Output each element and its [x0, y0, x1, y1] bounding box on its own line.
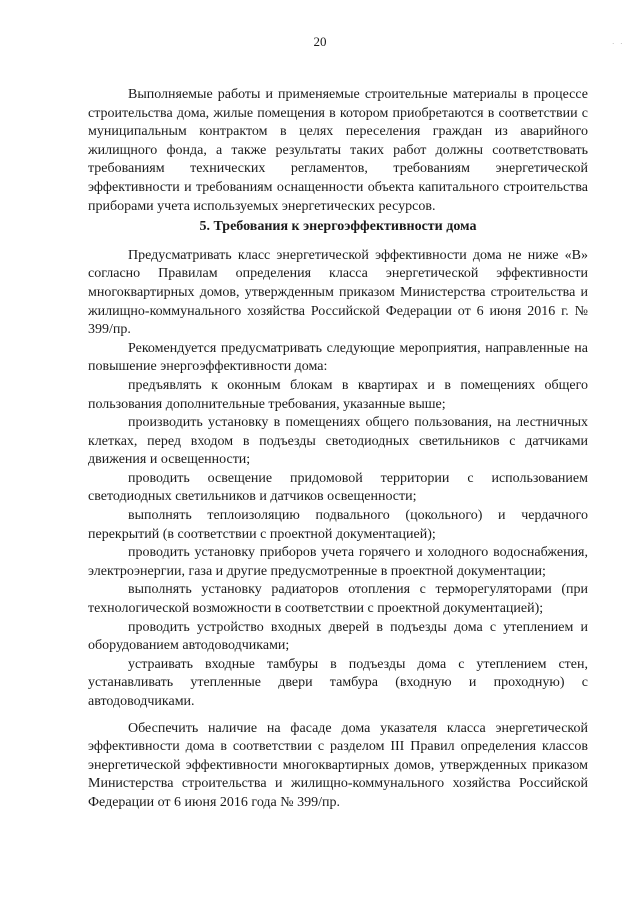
list-item-led-lights: производить установку в помещениях общего пользования, на лестничных клетках, перед входом в подъезды светодиодных светильников с датчиками движения и освещенности; — [88, 415, 588, 468]
list-item-vestibules: устраивать входные тамбуры в подъезды дома с утеплением стен, устанавливать утепленные двери тамбура (входную и проходную) с автодоводчиками. — [88, 656, 588, 709]
paragraph-facade-indicator: Обеспечить наличие на фасаде дома указателя класса энергетической эффективности дома в соответствии с разделом III Правил определения классов энергетической эффективности многоквартирных домов, утвержденных приказом Министерства строительства и жилищно-коммунального хозяйства Российской Федерации от 6 июня 2016 года № 399/пр. — [88, 720, 588, 810]
paragraph-intro: Выполняемые работы и применяемые строительные материалы в процессе строительства дома, жилые помещения в котором приобретаются в соответствии с муниципальным контрактом в целях переселения граждан из аварийного жилищного фонда, а также результаты таких работ должны соответствовать требованиям технических регламентов, требованиям энергетической эффективности и требованиям оснащенности объекта капитального строительства приборами учета используемых энергетических ресурсов. — [88, 87, 588, 214]
list-item-window-blocks: предъявлять к оконным блокам в квартирах и в помещениях общего пользования дополнительные требования, указанные выше; — [88, 377, 588, 412]
scan-artifact: · · — [612, 40, 625, 48]
section-title: 5. Требования к энергоэффективности дома — [199, 219, 477, 235]
page-number: 20 — [313, 34, 327, 49]
paragraph-recommendations: Рекомендуется предусматривать следующие мероприятия, направленные на повышение энергоэффективности дома: — [88, 340, 588, 375]
list-item-yard-lighting: проводить освещение придомовой территории с использованием светодиодных светильников и датчиков освещенности; — [88, 470, 588, 505]
list-item-entrance-doors: проводить устройство входных дверей в подъезды дома с утеплением и оборудованием автодоводчиками; — [88, 619, 588, 654]
paragraph-class-requirement: Предусматривать класс энергетической эффективности дома не ниже «В» согласно Правилам определения класса энергетической эффективности многоквартирных домов, утвержденным приказом Министерства строительства и жилищно-коммунального хозяйства Российской Федерации от 6 июня 2016 г. № 399/пр. — [88, 247, 588, 338]
list-item-meters: проводить установку приборов учета горячего и холодного водоснабжения, электроэнергии, газа и другие предусмотренные в проектной документации; — [88, 545, 588, 579]
list-item-radiators: выполнять установку радиаторов отопления с терморегуляторами (при технологической возможности в соответствии с проектной документацией); — [88, 582, 588, 617]
list-item-insulation: выполнять теплоизоляцию подвального (цокольного) и чердачного перекрытий (в соответствии с проектной документацией); — [88, 508, 588, 542]
document-body — [88, 86, 588, 813]
